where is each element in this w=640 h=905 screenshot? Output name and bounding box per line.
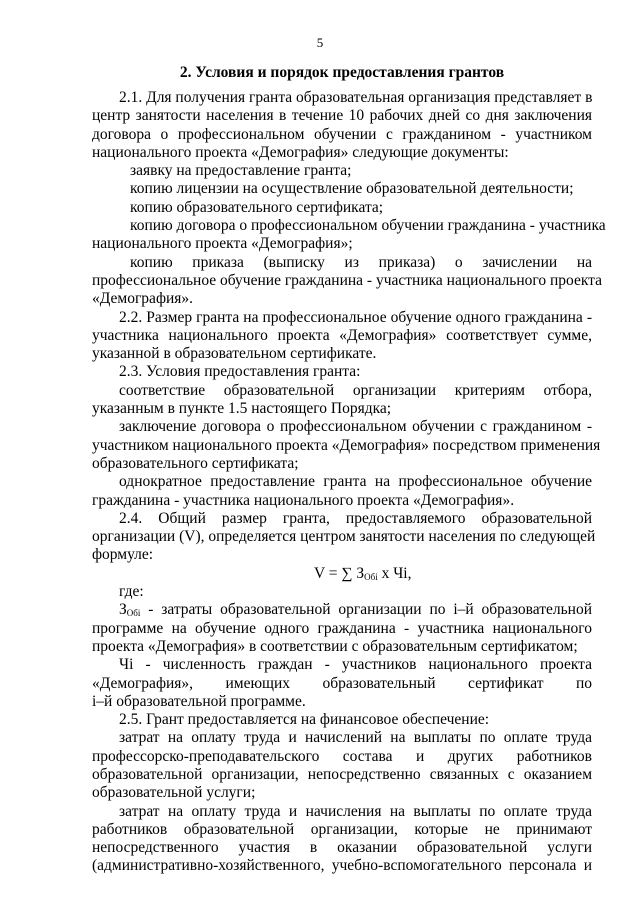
formula-definition: программе на обучение одного гражданина - участника национального [92,619,592,637]
condition-item: указанным в пункте 1.5 настоящего Порядка; [92,400,392,418]
document-list-item: заявку на предоставление гранта; [130,162,352,180]
funding-item: затрат на оплату труда и начислений на выплаты по оплате труда [119,729,592,747]
paragraph-2-4-line: организации (V), определяется центром занятости населения по следующей [92,528,596,546]
document-list-item: копию приказа (выписку из приказа) о зачислении на [130,253,592,271]
paragraph-2-3-line: 2.3. Условия предоставления гранта: [119,363,361,381]
grant-formula [92,565,592,583]
page-number: 5 [316,35,324,50]
paragraph-2-2-line: указанной в образовательном сертификате. [92,345,377,363]
formula-definition [92,601,592,619]
formula-definition: i–й образовательной программе. [92,692,306,710]
funding-item: работников образовательной организации, которые не принимают [92,820,592,838]
document-list-item: копию образовательного сертификата; [130,198,384,216]
document-list-item: профессиональное обучение гражданина - участника национального проекта [92,271,602,289]
z-definition-text: - затраты образовательной организации по i–й образовательной [140,601,592,619]
condition-item: гражданина - участника национального проекта «Демография». [92,491,515,509]
formula-definition: «Демография», имеющих образовательный сертификат по [92,674,592,692]
document-list-item: копию договора о профессиональном обучении гражданина - участника [130,217,606,235]
funding-item: профессорско-преподавательского состава и других работников [92,747,592,765]
paragraph-2-5-line: 2.5. Грант предоставляется на финансовое обеспечение: [119,711,490,729]
formula-where-label: где: [119,583,144,601]
funding-item: непосредственного участия в оказании образовательной услуги [92,839,592,857]
funding-item: образовательной услуги; [92,784,256,802]
formula-definition: Чi - численность граждан - участников национального проекта [119,656,592,674]
document-list-item: «Демография». [92,290,194,308]
paragraph-2-4-line: формуле: [92,546,154,564]
funding-item: образовательной организации, непосредственно связанных с оказанием [92,765,592,783]
formula-definition: проекта «Демография» в соответствии с образовательным сертификатом; [92,637,578,655]
paragraph-2-1-line: 2.1. Для получения гранта образовательная организация представляет в [119,89,593,106]
condition-item: однократное предоставление гранта на профессиональное обучение [119,473,592,491]
document-list-item: национального проекта «Демография»; [92,235,353,253]
formula-lhs: V = ∑ З [314,564,365,582]
funding-item: (административно-хозяйственного, учебно-вспомогательного персонала и [92,857,592,875]
condition-item: образовательного сертификата; [92,454,299,472]
z-symbol: З [119,601,127,619]
section-heading: 2. Условия и порядок предоставления грантов [179,64,505,81]
funding-item: затрат на оплату труда и начисления на выплаты по оплате труда [119,802,592,820]
condition-item: соответствие образовательной организации критериям отбора, [119,381,592,399]
document-list-item: копию лицензии на осуществление образовательной деятельности; [130,180,574,198]
formula-subscript: Обi [364,571,378,582]
paragraph-2-2-line: участника национального проекта «Демография» соответствует сумме, [92,326,592,344]
paragraph-2-2-line: 2.2. Размер гранта на профессиональное обучение одного гражданина - [119,308,592,326]
formula-rhs: x Чi, [377,564,412,582]
document-body [92,89,606,876]
condition-item: участником национального проекта «Демография» посредством применения [92,436,601,454]
z-subscript: Обi [126,608,141,619]
paragraph-2-1-line: национального проекта «Демография» следующие документы: [92,143,509,161]
paragraph-2-1-line: центр занятости населения в течение 10 рабочих дней со дня заключения [92,107,592,125]
condition-item: заключение договора о профессиональном обучении с гражданином - [119,418,592,436]
paragraph-2-4-line: 2.4. Общий размер гранта, предоставляемого образовательной [119,509,592,527]
paragraph-2-1-line: договора о профессиональном обучении с гражданином - участником [92,125,592,143]
